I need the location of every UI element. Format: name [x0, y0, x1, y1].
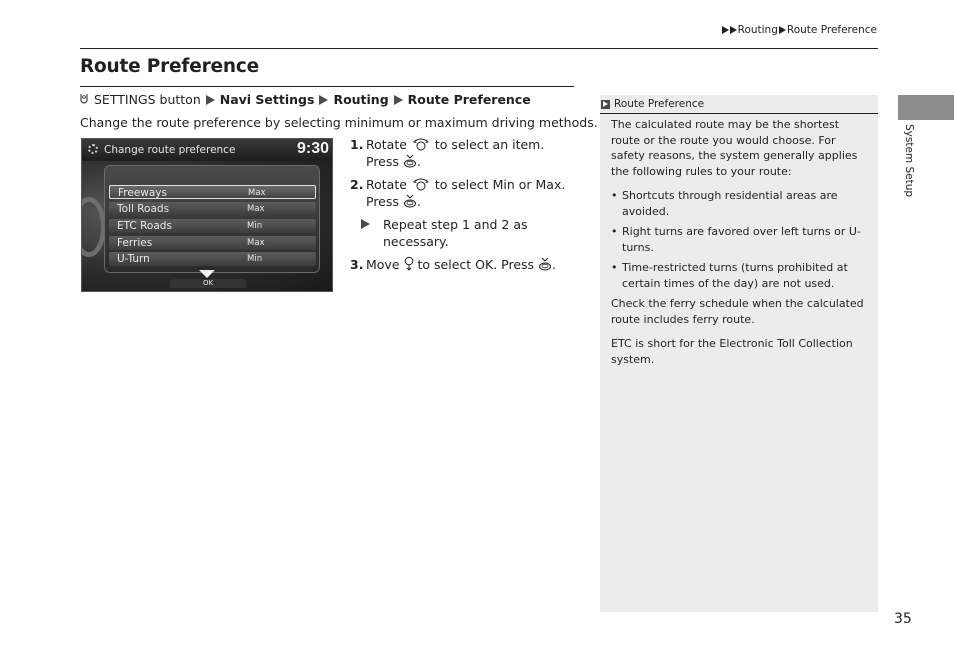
row-label: Freeways	[118, 187, 167, 199]
gear-icon	[88, 144, 98, 154]
option-ok: OK	[475, 257, 494, 272]
row-label: ETC Roads	[117, 220, 172, 232]
page-number: 35	[894, 611, 912, 627]
step-text: to select	[417, 257, 472, 272]
info-sidebar	[600, 95, 878, 612]
sidebar-header	[600, 95, 878, 113]
sidebar-title: Route Preference	[614, 98, 705, 110]
menu-path-start: SETTINGS button	[94, 92, 201, 107]
menu-path-route-preference: Route Preference	[407, 92, 531, 107]
step-1	[350, 136, 572, 170]
screen-title: Change route preference	[104, 144, 236, 156]
step-text: Move	[366, 257, 400, 272]
sidebar-rule	[600, 113, 878, 114]
intro-text: Change the route preference by selecting minimum or maximum driving methods.	[80, 115, 598, 130]
row-value: Max	[247, 238, 265, 248]
screen-clock: 9:30	[296, 140, 329, 157]
interface-dial-icon	[80, 93, 88, 106]
sidebar-body	[611, 117, 867, 376]
section-tab	[898, 95, 954, 120]
page-title: Route Preference	[80, 56, 259, 77]
preference-row-toll-roads	[109, 202, 316, 216]
breadcrumb-arrow-icon	[779, 26, 786, 34]
menu-path-routing: Routing	[333, 92, 389, 107]
step-text: .	[552, 257, 557, 272]
step-text: Rotate	[366, 177, 407, 192]
preference-row-u-turn	[109, 252, 316, 266]
title-rule	[80, 86, 574, 87]
step-number: 2.	[350, 177, 364, 192]
option-max: Max	[535, 177, 562, 192]
breadcrumb-item-routing: Routing	[737, 24, 778, 36]
step-2	[350, 176, 572, 210]
row-value: Min	[247, 254, 263, 264]
row-value: Max	[247, 204, 265, 214]
press-dial-icon	[403, 154, 417, 168]
menu-path-arrow-icon	[206, 95, 215, 105]
note-arrow-icon	[361, 219, 370, 229]
step-text: Repeat step 1 and 2 as necessary.	[383, 217, 528, 249]
screen-ok-button: OK	[170, 279, 246, 288]
menu-path	[80, 92, 531, 107]
rotate-dial-icon	[411, 177, 431, 191]
screen-header	[82, 139, 332, 161]
rotate-dial-icon	[411, 137, 431, 151]
list-item: • Right turns are favored over left turns or U-turns.	[611, 224, 867, 255]
preference-row-etc-roads	[109, 219, 316, 233]
dial-arc-graphic	[81, 197, 106, 257]
list-item: • Time-restricted turns (turns prohibited at certain times of the day) are not used.	[611, 260, 867, 291]
row-label: Ferries	[117, 237, 153, 249]
breadcrumb	[722, 24, 877, 36]
section-tab-text: System Setup	[903, 124, 915, 198]
menu-path-arrow-icon	[319, 95, 328, 105]
step-number: 3.	[350, 257, 364, 272]
menu-path-navi-settings: Navi Settings	[219, 92, 315, 107]
navigation-screen-image	[81, 138, 333, 292]
step-text: Rotate	[366, 137, 407, 152]
rules-list	[611, 188, 867, 291]
breadcrumb-arrow-icon	[722, 26, 729, 34]
reference-box-icon	[601, 100, 610, 109]
instruction-steps	[350, 136, 572, 279]
row-value: Min	[247, 221, 263, 231]
step-number: 1.	[350, 137, 364, 152]
step-text: . Press	[493, 257, 535, 272]
press-dial-icon	[403, 194, 417, 208]
step-text: .	[416, 154, 421, 169]
step-3	[350, 256, 572, 273]
step-text: .	[416, 194, 421, 209]
sidebar-paragraph: The calculated route may be the shortest route or the route you would choose. For safety reasons, the system generally applies the following rules to your route:	[611, 118, 858, 178]
row-label: U-Turn	[117, 253, 150, 265]
row-label: Toll Roads	[117, 203, 170, 215]
list-item: • Shortcuts through residential areas are avoided.	[611, 188, 867, 219]
section-tab-label	[897, 124, 921, 200]
sidebar-paragraph: ETC is short for the Electronic Toll Collection system.	[611, 337, 853, 366]
step-text: to select	[434, 177, 489, 192]
preference-row-freeways	[109, 185, 316, 199]
step-text: to select an item. Press	[366, 137, 545, 169]
down-arrow-icon	[199, 270, 215, 278]
breadcrumb-item-route-preference: Route Preference	[786, 24, 877, 36]
menu-path-arrow-icon	[394, 95, 403, 105]
step-repeat-note	[350, 216, 572, 250]
move-down-dial-icon	[404, 256, 414, 272]
preference-row-ferries	[109, 236, 316, 250]
press-dial-icon	[538, 257, 552, 271]
row-value: Max	[248, 188, 266, 198]
step-text: or	[518, 177, 532, 192]
step-text: . Press	[366, 177, 566, 209]
option-min: Min	[492, 177, 515, 192]
header-rule	[80, 48, 878, 49]
sidebar-paragraph: Check the ferry schedule when the calculated route includes ferry route.	[611, 297, 864, 326]
breadcrumb-arrow-icon	[730, 26, 737, 34]
